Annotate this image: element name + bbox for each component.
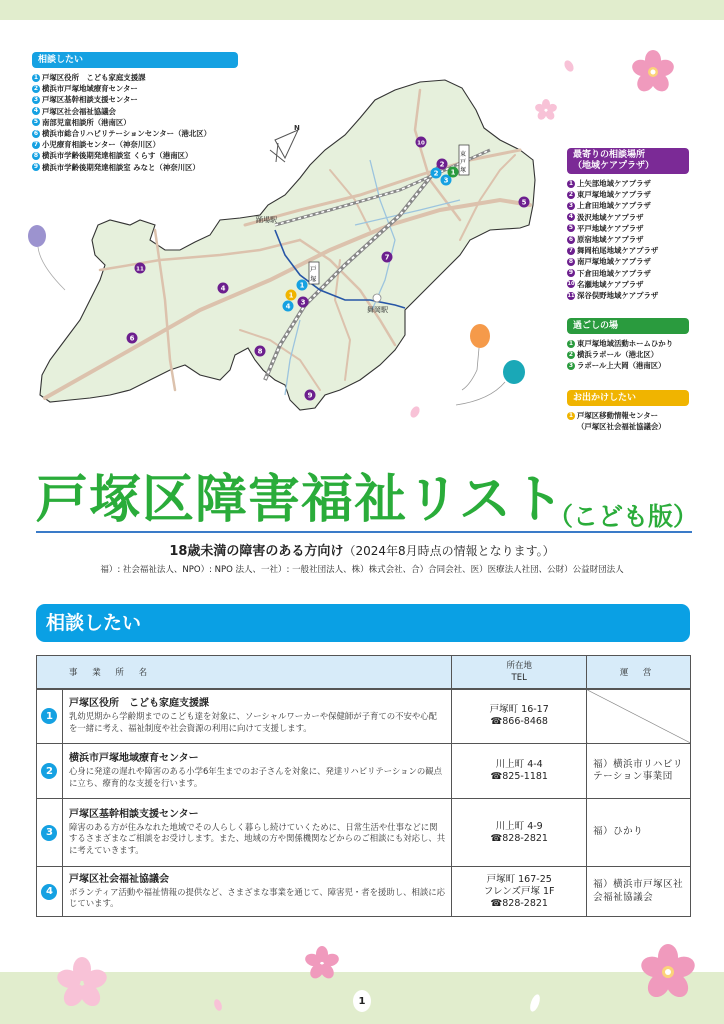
number-badge: 6: [33, 129, 39, 137]
svg-text:2: 2: [433, 169, 439, 178]
table-header-row: [37, 656, 691, 689]
svg-text:塚: 塚: [310, 275, 317, 283]
legend-item: 2 東戸塚地域ケアプラザ: [568, 190, 651, 200]
legend-item: 10 名瀬地域ケアプラザ: [567, 279, 644, 289]
col-header-name: 事 業 所 名: [37, 656, 452, 689]
marker-care-8: [255, 346, 266, 357]
svg-text:1: 1: [288, 291, 294, 300]
facility-tel: ☎866-8468: [490, 716, 548, 728]
table-row: [37, 689, 691, 744]
facility-table: [36, 655, 691, 917]
svg-text:5: 5: [521, 198, 527, 207]
legal-abbreviations: 福）: 社会福祉法人、NPO）: NPO 法人、一社）: 一般社団法人、株）株式会社、合）合同会社、医）医療法人社団、公財）公益財団法人: [100, 565, 624, 575]
facility-address: 川上町 4-9: [495, 820, 543, 832]
table-row: [37, 799, 691, 867]
facility-desc: 乳幼児期から学齢期までのこども達を対象に、ソーシャルワーカーや保健師が子育ての不安や心配を一緒に考え、福祉制度や社会資源の利用に向けて支援します。: [68, 711, 437, 733]
marker-care-3: [298, 297, 309, 308]
number-badge: 9: [33, 163, 39, 171]
svg-text:戸: 戸: [310, 265, 317, 273]
legend-item: 6 横浜市総合リハビリテーションセンター（港北区）: [33, 129, 212, 139]
marker-care-9: [305, 390, 316, 401]
marker-care-5: [519, 197, 530, 208]
marker-care-4: [218, 283, 229, 294]
north-arrow-icon: [270, 124, 300, 162]
facility-name: 戸塚区基幹相談支援センター: [68, 808, 199, 820]
sakura-flower-icon: [534, 99, 558, 121]
legend-item: 1 東戸塚地域活動ホームひかり: [568, 339, 674, 348]
marker-odekake-1: [286, 290, 297, 301]
facility-tel: ☎825-1181: [490, 771, 548, 782]
legend-item: 11 深谷俣野地域ケアプラザ: [567, 291, 659, 301]
svg-text:4: 4: [285, 302, 291, 311]
marker-care-7: [382, 252, 393, 263]
facility-org-empty: [587, 689, 691, 744]
col-header-addr: 所在地 TEL: [452, 656, 587, 689]
marker-care-2: [437, 159, 448, 170]
legend-item: 3 戸塚区基幹相談支援センター: [33, 95, 138, 105]
table-row: [37, 867, 691, 917]
legend-item: 4 汲沢地域ケアプラザ: [568, 212, 644, 222]
marker-sugoshi-1: [448, 167, 459, 178]
station-maioka: 舞岡駅: [367, 306, 388, 314]
number-badge: 7: [33, 140, 39, 148]
legend-item: 2 横浜市戸塚地域療育センター: [33, 84, 138, 94]
svg-text:東: 東: [460, 151, 467, 158]
balloon-teal-icon: [456, 360, 525, 405]
marker-soudan-1: [297, 280, 308, 291]
legend-odekake: [567, 390, 689, 432]
marker-care-11: [135, 263, 146, 274]
legend-item: 3 ラポール上大岡（港南区）: [568, 361, 666, 371]
sakura-flower-icon: [639, 944, 698, 1001]
svg-text:4: 4: [220, 284, 226, 293]
svg-text:3: 3: [443, 176, 449, 185]
svg-text:戸: 戸: [460, 159, 467, 166]
legend-item: 1 戸塚区移動情報センター: [568, 411, 659, 420]
facility-org: 福）横浜市戸塚区社会福祉協議会: [587, 867, 691, 917]
svg-text:2: 2: [439, 160, 445, 169]
legend-sugoshi: [567, 318, 689, 372]
number-badge: 2: [41, 763, 57, 779]
number-badge: 1: [41, 708, 57, 724]
facility-desc: 心身に発達の遅れや障害のある小学6年生までのお子さんを対象に、発達リハビリテーションの観点に立ち、療育的な支援を行います。: [68, 766, 443, 788]
page-title-sub: （こども版）: [548, 502, 699, 531]
svg-text:10: 10: [417, 140, 425, 147]
svg-text:7: 7: [384, 253, 390, 262]
number-badge: 3: [41, 825, 57, 841]
number-badge: 4: [41, 884, 57, 900]
facility-desc: ボランティア活動や福祉情報の提供など、さまざまな事業を通じて、障害児・者を援助し、相談に応じています。: [68, 886, 446, 908]
svg-text:8: 8: [257, 347, 263, 356]
legend-item: 9 横浜市学齢後期発達相談室 みなと（神奈川区）: [33, 162, 200, 172]
top-decor-band: [0, 0, 724, 20]
col-header-org: 運 営: [587, 656, 691, 689]
legend-soudan: [32, 52, 238, 173]
svg-text:N: N: [294, 124, 300, 132]
legend-item: 8 南戸塚地域ケアプラザ: [568, 257, 651, 267]
marker-care-10: [416, 137, 427, 148]
title-divider: [36, 531, 692, 533]
legend-item: （戸塚区社会福祉協議会）: [577, 422, 666, 432]
section-header-soudan: 相談したい: [36, 604, 690, 642]
facility-address-2: フレンズ戸塚 1F: [483, 885, 555, 897]
number-badge: 4: [33, 107, 39, 115]
facility-org: 福）横浜市リハビリテーション事業団: [587, 744, 691, 799]
legend-item: 5 南部児童相談所（港南区）: [33, 117, 131, 127]
facility-desc: 障害のある方が住みなれた地域でその人らしく暮らし続けていくために、日常生活や仕事などに関するさまざまなご相談をお受けします。また、地域の方や関係機関などからのご相談にも対応し、共に考えていきます。: [68, 821, 446, 855]
svg-text:3: 3: [300, 298, 306, 307]
legend-item: 6 原宿地域ケアプラザ: [568, 235, 644, 245]
svg-text:9: 9: [307, 391, 313, 400]
legend-odekake-header: お出かけしたい: [567, 390, 689, 406]
sakura-flower-icon: [55, 957, 109, 1010]
number-badge: 3: [33, 96, 39, 103]
legend-item: 5 平戸地域ケアプラザ: [568, 223, 644, 233]
number-badge: 8: [33, 152, 39, 160]
legend-item: 7 舞岡柏尾地域ケアプラザ: [568, 246, 659, 256]
svg-text:1: 1: [299, 281, 305, 290]
svg-text:6: 6: [129, 334, 135, 343]
facility-address: 戸塚町 16-17: [489, 704, 549, 716]
legend-item: 2 横浜ラポール（港北区）: [568, 350, 659, 360]
svg-text:1: 1: [450, 168, 456, 177]
legend-care-plaza: [567, 148, 689, 301]
number-badge: 2: [33, 84, 39, 92]
legend-item: 9 下倉田地域ケアプラザ: [568, 268, 651, 278]
legend-item: 3 上倉田地域ケアプラザ: [568, 201, 651, 211]
legend-sugoshi-header: 過ごしの場: [567, 318, 689, 334]
page-number: 1: [353, 990, 371, 1012]
facility-name: 戸塚区役所 こども家庭支援課: [68, 698, 209, 710]
page-title: 戸塚区障害福祉リスト: [36, 470, 565, 530]
station-odoriba: 踊場駅: [256, 216, 277, 224]
number-badge: 5: [33, 118, 39, 126]
facility-org: 福）ひかり: [587, 799, 691, 867]
number-badge: 1: [33, 73, 39, 81]
sakura-flower-icon: [630, 50, 676, 95]
subtitle: 18歳未満の障害のある方向け（2024年8月時点の情報となります。）: [169, 544, 555, 559]
table-row: [37, 744, 691, 799]
facility-address: 戸塚町 167-25: [486, 873, 552, 885]
balloon-purple-icon: [28, 225, 65, 290]
facility-tel: ☎828-2821: [490, 897, 548, 909]
balloon-orange-icon: [462, 324, 490, 390]
sakura-flower-icon: [304, 946, 341, 981]
legend-care-header: 最寄りの相談場所 （地域ケアプラザ）: [567, 148, 689, 174]
legend-item: 1 上矢部地域ケアプラザ: [568, 179, 651, 188]
svg-text:11: 11: [136, 266, 144, 273]
legend-item: 7 小児療育相談センター（神奈川区）: [33, 140, 160, 150]
legend-item: 1 戸塚区役所 こども家庭支援課: [33, 73, 146, 82]
facility-tel: ☎828-2821: [490, 832, 548, 844]
legend-soudan-header: 相談したい: [32, 52, 238, 68]
marker-care-6: [127, 333, 138, 344]
facility-name: 戸塚区社会福祉協議会: [68, 873, 169, 885]
facility-address: 川上町 4-4: [495, 759, 543, 770]
marker-soudan-4: [283, 301, 294, 312]
legend-item: 4 戸塚区社会福祉協議会: [33, 106, 116, 116]
legend-item: 8 横浜市学齢後期発達相談室 くらす（港南区）: [33, 151, 193, 161]
svg-text:塚: 塚: [460, 167, 467, 174]
marker-soudan-2: [431, 168, 442, 179]
facility-name: 横浜市戸塚地域療育センター: [68, 753, 199, 764]
